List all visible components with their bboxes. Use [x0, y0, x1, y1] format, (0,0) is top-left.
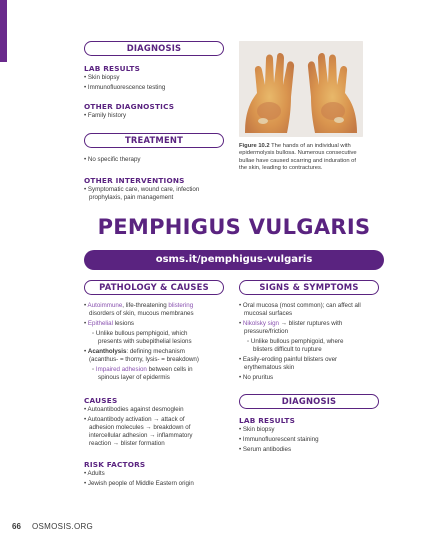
lab-result-item: • Skin biopsy	[239, 426, 275, 433]
pathology-item: • Acantholysis: defining mechanism	[84, 348, 185, 355]
causes-item: • Autoantibody activation → attack of	[84, 416, 185, 423]
risk-factor-item: • Adults	[84, 470, 105, 477]
pathology-term-bold: Acantholysis	[87, 348, 127, 355]
caption-label: Figure 10.2	[239, 143, 270, 149]
causes-item-cont: reaction → blister formation	[89, 440, 165, 447]
caption-line: bullae have caused scarring and induration of	[239, 157, 356, 164]
treatment-item: • No specific therapy	[84, 156, 141, 163]
pathology-term: Autoimmune	[87, 302, 123, 309]
signs-symptoms-label: SIGNS & SYMPTOMS	[239, 280, 379, 295]
other-diagnostic-item: • Family history	[84, 112, 127, 119]
pathology-item-cont: disorders of skin, mucous membranes	[89, 310, 194, 317]
pathology-causes-label: PATHOLOGY & CAUSES	[84, 280, 224, 295]
footer-org: OSMOSIS.ORG	[32, 522, 94, 531]
risk-factors-heading: RISK FACTORS	[84, 460, 146, 469]
causes-item-cont: adhesion molecules → breakdown of	[89, 424, 191, 431]
sign-item: • Easily-eroding painful blisters over	[239, 356, 338, 363]
sign-term: Nikolsky sign	[242, 320, 279, 327]
caption-line: The hands of an individual with	[269, 143, 351, 149]
sign-subitem-cont: blisters difficult to rupture	[253, 346, 322, 353]
risk-factor-item: • Jewish people of Middle Eastern origin	[84, 480, 194, 487]
sign-item-cont: erythematous skin	[244, 364, 295, 371]
lab-result-item: • Serum antibodies	[239, 446, 292, 453]
diagnosis-label-right: DIAGNOSIS	[239, 394, 379, 409]
sign-text: → blister ruptures with	[279, 320, 343, 327]
caption-line: epidermolysis bullosa. Numerous consecutive	[239, 150, 357, 157]
pathology-item-cont: (acanthus- = thorny, lysis- = breakdown)	[89, 356, 199, 363]
pathology-item: • Epithelial lesions	[84, 320, 134, 327]
figure-photo-hands	[239, 41, 363, 137]
intervention-item: • Symptomatic care, wound care, infection	[84, 186, 200, 193]
lab-result-item: • Immunofluorescent staining	[239, 436, 319, 443]
intervention-item-cont: prophylaxis, pain management	[89, 194, 174, 201]
pathology-subitem: ◦ Impaired adhesion between cells in	[92, 366, 193, 373]
pathology-term: blistering	[168, 302, 194, 309]
other-interventions-heading: OTHER INTERVENTIONS	[84, 176, 185, 185]
sign-item-cont: pressure/friction	[244, 328, 289, 335]
sign-item: • No pruritus	[239, 374, 274, 381]
causes-heading: CAUSES	[84, 396, 118, 405]
causes-item-cont: intercellular adhesion → inflammatory	[89, 432, 193, 439]
lab-results-heading-right: LAB RESULTS	[239, 416, 296, 425]
pathology-text: : defining mechanism	[126, 348, 185, 355]
pathology-text: between cells in	[146, 366, 193, 373]
pathology-term: Epithelial	[87, 320, 114, 327]
caption-line: the skin, leading to contractures.	[239, 165, 323, 172]
hands-illustration	[239, 41, 363, 137]
page-edge-bar	[0, 0, 7, 62]
other-diagnostics-heading: OTHER DIAGNOSTICS	[84, 102, 175, 111]
section-url-link[interactable]: osms.it/pemphigus-vulgaris	[84, 250, 384, 270]
treatment-label: TREATMENT	[84, 133, 224, 148]
lab-results-heading: LAB RESULTS	[84, 64, 141, 73]
pathology-item: • Autoimmune, life-threatening blistering	[84, 302, 194, 309]
pathology-text: lesions	[113, 320, 134, 327]
causes-item: • Autoantibodies against desmoglein	[84, 406, 184, 413]
sign-item-cont: mucosal surfaces	[244, 310, 293, 317]
sign-subitem: ◦ Unlike bullous pemphigoid, where	[247, 338, 344, 345]
pathology-subitem-cont: presents with subepithelial lesions	[98, 338, 192, 345]
figure-caption	[239, 143, 377, 173]
diagnosis-label: DIAGNOSIS	[84, 41, 224, 56]
pathology-subitem: ◦ Unlike bullous pemphigoid, which	[92, 330, 188, 337]
section-title: PEMPHIGUS VULGARIS	[97, 215, 371, 239]
sign-item: • Nikolsky sign → blister ruptures with	[239, 320, 343, 327]
pathology-term: Impaired adhesion	[95, 366, 147, 373]
lab-result-item: • Skin biopsy	[84, 74, 120, 81]
lab-result-item: • Immunofluorescence testing	[84, 84, 166, 91]
sign-item: • Oral mucosa (most common); can affect all	[239, 302, 361, 309]
pathology-text: , life-threatening	[122, 302, 169, 309]
page-number: 66	[12, 522, 21, 531]
pathology-subitem-cont: spinous layer of epidermis	[98, 374, 170, 381]
